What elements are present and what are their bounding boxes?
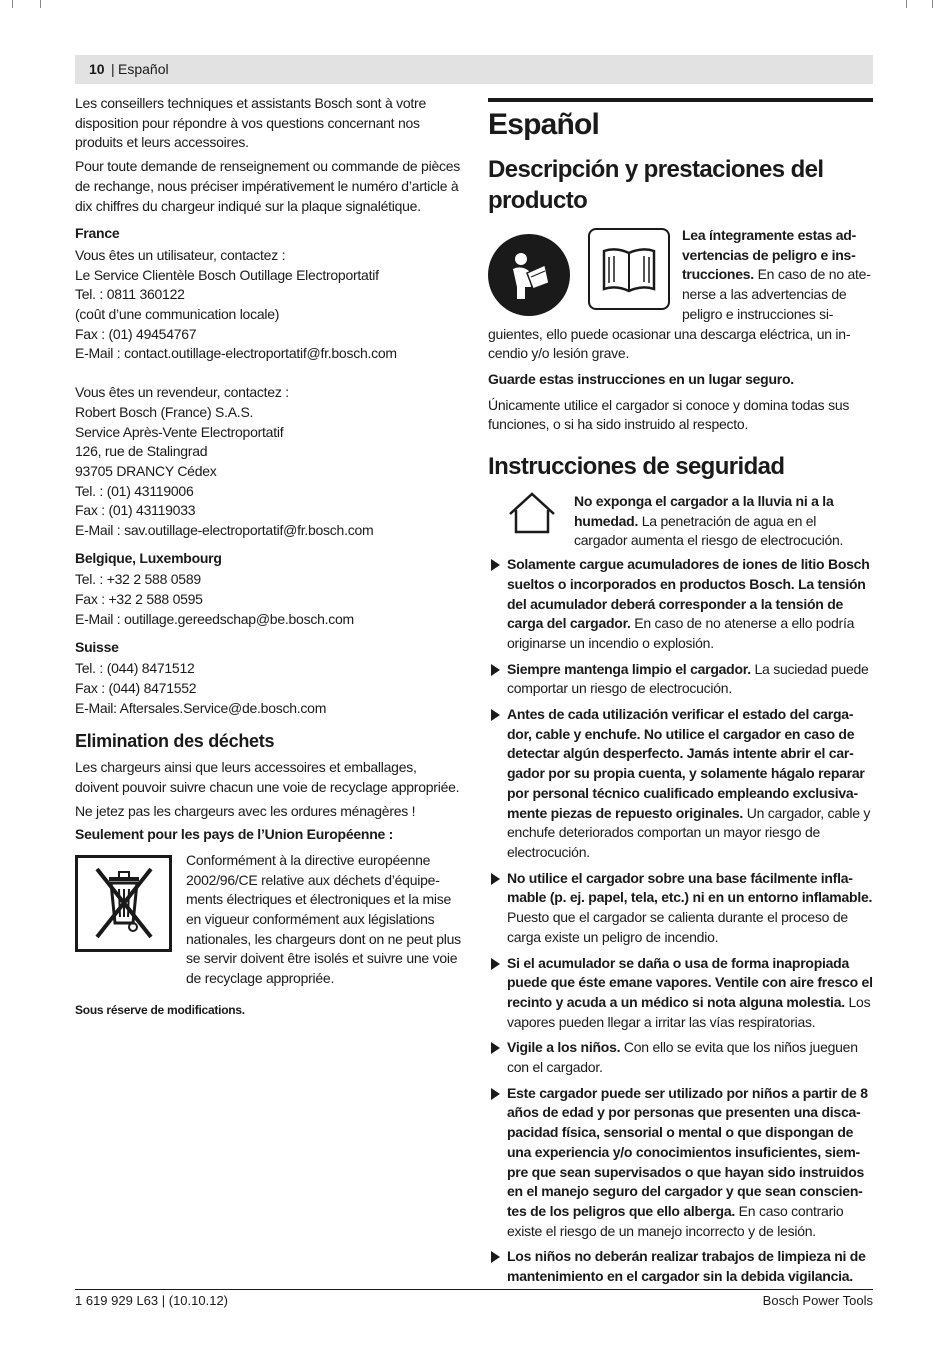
subject-to-change: Sous réserve de modifications. xyxy=(75,1002,245,1017)
email-line: E-Mail : contact.outillage-electroportatif@fr.bosch.com xyxy=(75,345,397,362)
book-icon xyxy=(588,228,670,310)
bullet-text: La suciedad puede comportar un riesgo de electrocución. xyxy=(507,660,869,697)
crop-mark xyxy=(40,0,41,8)
contact-line: Fax : +32 2 588 0595 xyxy=(75,591,203,608)
contact-line: 93705 DRANCY Cédex xyxy=(75,462,217,479)
bullet-bold: Los niños no deberán realizar trabajos de limpieza ni de mantenimiento en el cargador sin la debida vigilancia. xyxy=(507,1248,866,1285)
contact-line: Tel. : (01) 43119006 xyxy=(75,482,194,499)
right-column xyxy=(488,98,873,1293)
bullet-triangle-icon xyxy=(491,664,500,676)
email-line: E-Mail : sav.outillage-electroportatif@fr.bosch.com xyxy=(75,522,374,539)
warning-bold: Lea íntegramente estas advertencias de peligro e instrucciones. xyxy=(682,227,857,283)
intro-paragraph: Pour toute demande de renseignement ou commande de pièces de rechange, nous préciser impérativement le numéro d’article à dix chiffres du chargeur indiqué sur la plaque signalétique. xyxy=(75,158,461,214)
bullet-triangle-icon xyxy=(491,873,500,885)
bullet-triangle-icon xyxy=(491,1088,500,1100)
eu-heading: Seulement pour les pays de l’Union Européenne : xyxy=(75,826,394,843)
page-number: 10 xyxy=(89,61,105,77)
bullet-text: En caso contrario existe el riesgo de un manejo incorrecto y de lesión. xyxy=(507,1202,844,1239)
footer-rule xyxy=(75,1289,873,1290)
email-line: E-Mail : outillage.gereedschap@be.bosch.com xyxy=(75,610,354,627)
footer-doc-number: 1 619 929 L63 | (10.10.12) xyxy=(75,1293,228,1308)
crop-mark xyxy=(906,0,907,8)
bullet-triangle-icon xyxy=(491,559,500,571)
footer-brand: Bosch Power Tools xyxy=(762,1293,873,1308)
safety-heading: Instrucciones de seguridad xyxy=(488,453,785,481)
header-separator: | xyxy=(111,61,115,77)
contact-line: Fax : (01) 43119033 xyxy=(75,502,196,519)
disposal-heading: Elimination des déchets xyxy=(75,731,275,752)
contact-line: Le Service Clientèle Bosch Outillage Electroportatif xyxy=(75,266,379,283)
bullet-triangle-icon xyxy=(491,1251,500,1263)
weee-block xyxy=(75,851,461,989)
crossed-bin-icon xyxy=(75,855,172,952)
disposal-paragraph: Les chargeurs ainsi que leurs accessoires et emballages, doivent pouvoir suivre chacun une voie de recyclage appropriée. xyxy=(75,759,460,795)
page-header xyxy=(75,55,873,84)
bullet-triangle-icon xyxy=(491,958,500,970)
section-rule xyxy=(488,98,873,102)
section-title: Español xyxy=(488,108,600,141)
safety-bullet xyxy=(488,1038,873,1077)
keep-instructions: Guarde estas instrucciones en un lugar seguro. xyxy=(488,370,794,387)
country-heading-swiss: Suisse xyxy=(75,638,119,655)
bullet-triangle-icon xyxy=(491,1042,500,1054)
bullet-text: Un cargador, cable y enchufe deteriorados comportan un mayor riesgo de electrocución. xyxy=(507,804,871,860)
safety-bullet xyxy=(488,954,873,1033)
email-line: E-Mail: Aftersales.Service@de.bosch.com xyxy=(75,699,327,716)
crop-mark xyxy=(932,0,933,8)
contact-line: Robert Bosch (France) S.A.S. xyxy=(75,403,254,420)
bullet-text: En caso de no atenerse a ello podría originarse un incendio o explosión. xyxy=(507,615,855,651)
warning-block xyxy=(488,226,873,364)
safety-bullet xyxy=(488,555,873,654)
disposal-paragraph: Ne jetez pas les chargeurs avec les ordures ménagères ! xyxy=(75,802,416,819)
contact-line: Fax : (044) 8471552 xyxy=(75,679,197,696)
contact-line: Tel. : +32 2 588 0589 xyxy=(75,571,201,588)
safety-bullet xyxy=(488,660,873,699)
contact-line: Tel. : 0811 360122 xyxy=(75,286,185,303)
contact-line: 126, rue de Stalingrad xyxy=(75,443,208,460)
contact-line: Service Après-Vente Electroportatif xyxy=(75,423,284,440)
bullet-bold: Antes de cada utilización verificar el estado del cargador, cable y enchufe. No utilice el cargador en caso de detectar algún desperfecto. Jamás intente abrir el cargador por su propia cuenta, y solamente hágalo reparar por personal técnico cualificado empleando exclusivamente piezas de repuesto originales. xyxy=(507,706,865,821)
description-heading: Descripción y prestaciones del producto xyxy=(488,156,824,214)
bullet-bold: Este cargador puede ser utilizado por niños a partir de 8 años de edad y por personas que presenten una discapacidad física, sensorial o mental o que dispongan de una experiencia y/o conocimientos insuficientes, siempre que sean supervisados o que hayan sido instruidos en el manejo seguro del cargador y que sean conscientes de los peligros que ello alberga. xyxy=(507,1084,868,1219)
contact-line: Vous êtes un revendeur, contactez : xyxy=(75,384,289,401)
bullet-bold: Solamente cargue acumuladores de iones de litio Bosch sueltos o incorporados en productos Bosch. La tensión del acumulador deberá corresponder a la tensión de carga del cargador. xyxy=(507,556,870,632)
safety-bullet xyxy=(488,869,873,948)
safety-bullet xyxy=(488,1247,873,1286)
rain-warning xyxy=(488,492,873,551)
safety-bullet xyxy=(488,1084,873,1242)
rain-text: La penetración de agua en el cargador aumenta el riesgo de electrocución. xyxy=(574,512,844,549)
header-language: Español xyxy=(118,61,169,77)
read-manual-icon xyxy=(488,234,570,316)
country-heading-france: France xyxy=(75,225,120,242)
france-dealer-contact xyxy=(75,383,461,541)
contact-line: Tel. : (044) 8471512 xyxy=(75,660,195,677)
intro-paragraph: Les conseillers techniques et assistants Bosch sont à votre disposition pour répondre à vos questions concernant nos produits et leurs accessoires. xyxy=(75,95,426,151)
warning-text: En caso de no atenerse a las advertencias de peligro e instrucciones siguientes, ello puede ocasionar una descarga eléctrica, un incendio y/o lesión grave. xyxy=(488,266,871,362)
crop-mark xyxy=(12,0,13,8)
bullet-bold: No utilice el cargador sobre una base fácilmente inflamable (p. ej. papel, tela, etc.) ni en un entorno inflamable. xyxy=(507,869,873,906)
france-user-contact xyxy=(75,246,461,364)
contact-line: Fax : (01) 49454767 xyxy=(75,325,197,342)
bullet-bold: Si el acumulador se daña o usa de forma inapropiada puede que éste emane vapores. Ventile con aire fresco el recinto y acuda a un médico si nota alguna molestia. xyxy=(507,954,873,1010)
bullet-bold: Vigile a los niños. xyxy=(507,1039,621,1056)
left-column xyxy=(75,94,461,1021)
bullet-text: Puesto que el cargador se calienta durante el proceso de carga existe un peligro de incendio. xyxy=(507,909,848,945)
bullet-triangle-icon xyxy=(491,709,500,721)
safety-bullet xyxy=(488,705,873,863)
only-use-paragraph: Únicamente utilice el cargador si conoce y domina todas sus funciones, o si ha sido instruido al respecto. xyxy=(488,396,850,433)
bullet-text: Los vapores pueden llegar a irritar las vías respiratorias. xyxy=(507,993,871,1030)
contact-line: Vous êtes un utilisateur, contactez : xyxy=(75,246,286,263)
bullet-bold: Siempre mantenga limpio el cargador. xyxy=(507,660,751,677)
weee-text: Conformément à la directive européenne 2002/96/CE relative aux déchets d’équipements électriques et électroniques et la mise en vigueur conformément aux législations nationales, les chargeurs dont on ne peut plus se servir doivent être isolés et suivre une voie de recyclage appropriée. xyxy=(186,851,461,987)
indoor-use-icon xyxy=(506,492,558,536)
rain-bold: No exponga el cargador a la lluvia ni a la humedad. xyxy=(574,493,834,529)
bullet-text: Con ello se evita que los niños jueguen con el cargador. xyxy=(507,1039,858,1076)
country-heading-belgium: Belgique, Luxembourg xyxy=(75,549,222,566)
contact-line: (coût d’une communication locale) xyxy=(75,306,280,323)
